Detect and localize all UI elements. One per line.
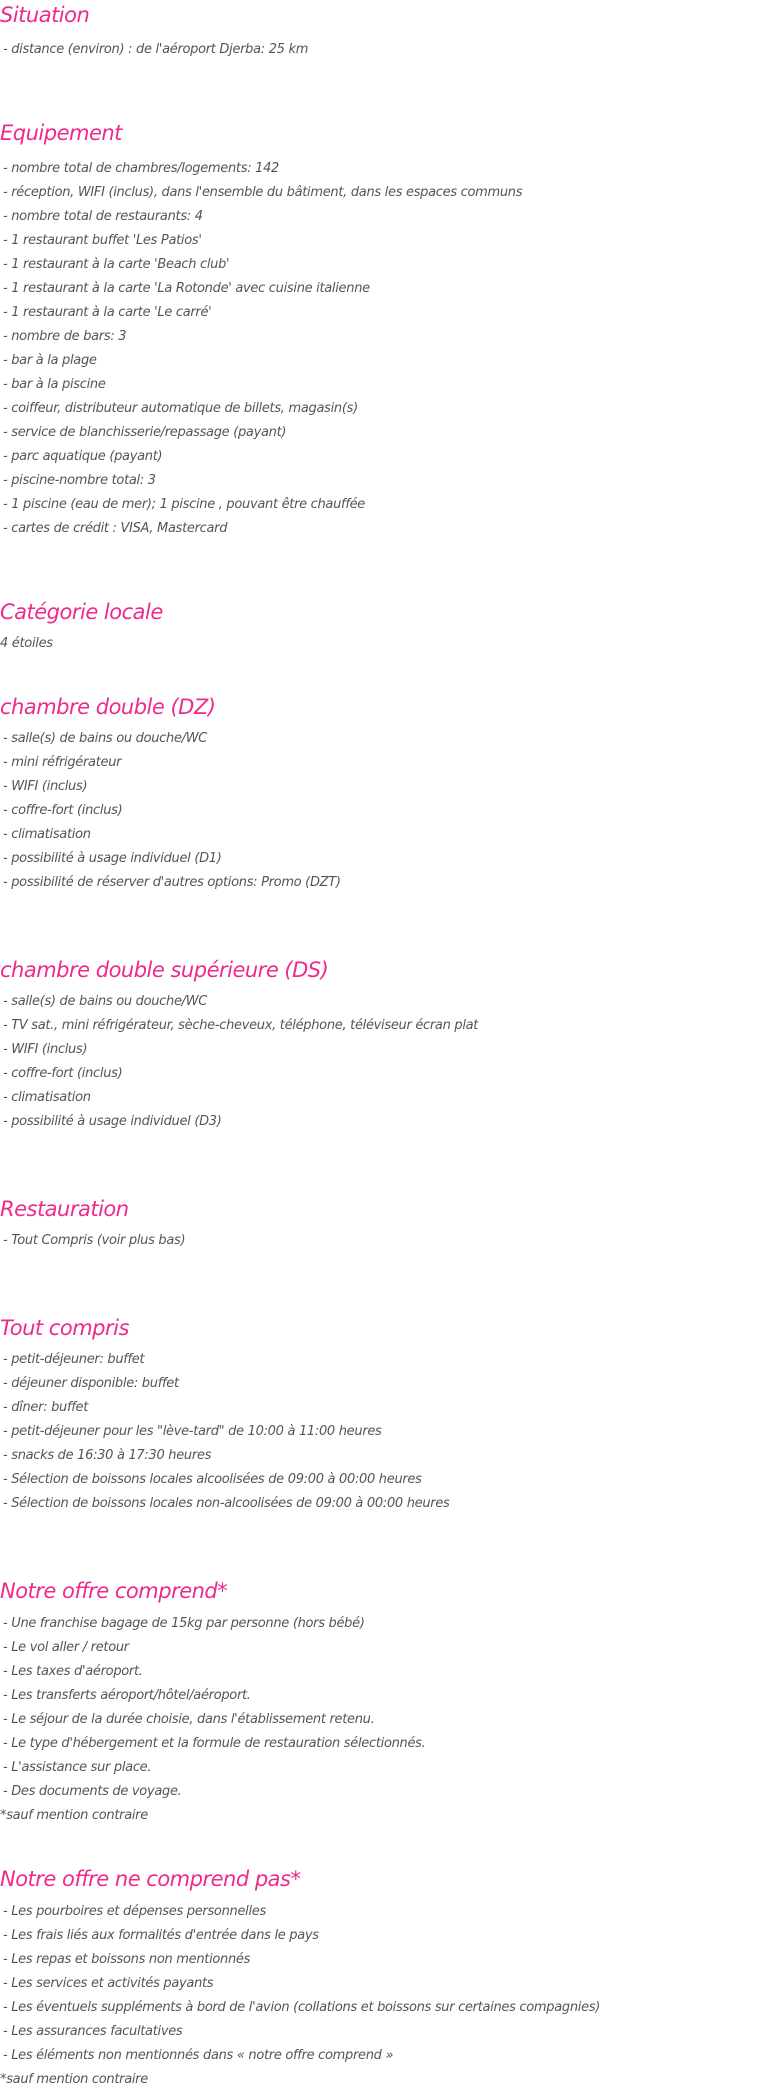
- section-title: Equipement: [0, 121, 122, 145]
- list-item: - 1 restaurant à la carte 'Le carré': [3, 305, 212, 320]
- section-title: Restauration: [0, 1197, 129, 1221]
- list-item: - cartes de crédit : VISA, Mastercard: [3, 521, 228, 536]
- list-item: - Une franchise bagage de 15kg par personne (hors bébé): [3, 1616, 365, 1631]
- list-item: - Les transferts aéroport/hôtel/aéroport.: [3, 1688, 251, 1703]
- list-item: - salle(s) de bains ou douche/WC: [3, 994, 208, 1009]
- section-chambre-double-superieure: [0, 955, 758, 1134]
- list-item: - possibilité à usage individuel (D3): [3, 1114, 222, 1129]
- list-item: - salle(s) de bains ou douche/WC: [3, 731, 208, 746]
- list-item: - déjeuner disponible: buffet: [3, 1376, 179, 1391]
- list-item: - TV sat., mini réfrigérateur, sèche-cheveux, téléphone, téléviseur écran plat: [3, 1018, 479, 1033]
- section-title: Tout compris: [0, 1316, 129, 1340]
- list-item: - Les éventuels suppléments à bord de l'avion (collations et boissons sur certaines compagnies): [3, 2000, 601, 2015]
- list-item: - petit-déjeuner pour les "lève-tard" de 10:00 à 11:00 heures: [3, 1424, 382, 1439]
- list-item: - L'assistance sur place.: [3, 1760, 152, 1775]
- section-title: chambre double (DZ): [0, 695, 216, 719]
- list-item: - Le vol aller / retour: [3, 1640, 129, 1655]
- section-list: [0, 157, 758, 541]
- list-item: - petit-déjeuner: buffet: [3, 1352, 145, 1367]
- list-item: - nombre total de restaurants: 4: [3, 209, 203, 224]
- section-situation: [0, 0, 758, 62]
- list-item: - Les éléments non mentionnés dans « notre offre comprend »: [3, 2048, 394, 2063]
- list-item: - Les services et activités payants: [3, 1976, 214, 1991]
- section-title: Notre offre comprend*: [0, 1579, 228, 1603]
- section-title: Notre offre ne comprend pas*: [0, 1867, 301, 1891]
- list-item: - dîner: buffet: [3, 1400, 89, 1415]
- list-item: - 1 restaurant buffet 'Les Patios': [3, 233, 202, 248]
- section-tout-compris: [0, 1313, 758, 1516]
- list-item: 4 étoiles: [0, 636, 53, 651]
- list-item: - coiffeur, distributeur automatique de billets, magasin(s): [3, 401, 358, 416]
- section-equipement: [0, 118, 758, 541]
- list-item: - Le type d'hébergement et la formule de restauration sélectionnés.: [3, 1736, 426, 1751]
- footnote: *sauf mention contraire: [0, 2072, 148, 2087]
- list-item: - Tout Compris (voir plus bas): [3, 1233, 186, 1248]
- list-item: - Sélection de boissons locales non-alcoolisées de 09:00 à 00:00 heures: [3, 1496, 450, 1511]
- list-item: - possibilité à usage individuel (D1): [3, 851, 222, 866]
- list-item: - réception, WIFI (inclus), dans l'ensemble du bâtiment, dans les espaces communs: [3, 185, 523, 200]
- section-title: Situation: [0, 3, 90, 27]
- section-list: [0, 1348, 758, 1516]
- list-item: - parc aquatique (payant): [3, 449, 163, 464]
- section-list: [0, 1612, 758, 1828]
- section-chambre-double: [0, 692, 758, 895]
- list-item: - service de blanchisserie/repassage (payant): [3, 425, 287, 440]
- list-item: - WIFI (inclus): [3, 779, 88, 794]
- list-item: - Les assurances facultatives: [3, 2024, 183, 2039]
- list-item: - nombre total de chambres/logements: 142: [3, 161, 280, 176]
- list-item: - bar à la plage: [3, 353, 97, 368]
- list-item: - Les frais liés aux formalités d'entrée dans le pays: [3, 1928, 319, 1943]
- list-item: - 1 restaurant à la carte 'La Rotonde' avec cuisine italienne: [3, 281, 370, 296]
- list-item: - nombre de bars: 3: [3, 329, 127, 344]
- list-item: - 1 restaurant à la carte 'Beach club': [3, 257, 230, 272]
- section-list: [0, 727, 758, 895]
- list-item: - Les pourboires et dépenses personnelles: [3, 1904, 266, 1919]
- section-list: [0, 38, 758, 62]
- list-item: - coffre-fort (inclus): [3, 803, 123, 818]
- list-item: - Sélection de boissons locales alcoolisées de 09:00 à 00:00 heures: [3, 1472, 422, 1487]
- list-item: - climatisation: [3, 827, 91, 842]
- list-item: - snacks de 16:30 à 17:30 heures: [3, 1448, 212, 1463]
- section-restauration: [0, 1194, 758, 1253]
- list-item: - coffre-fort (inclus): [3, 1066, 123, 1081]
- section-list: [0, 990, 758, 1134]
- list-item: - Des documents de voyage.: [3, 1784, 182, 1799]
- list-item: - Les repas et boissons non mentionnés: [3, 1952, 251, 1967]
- list-item: - Les taxes d'aéroport.: [3, 1664, 143, 1679]
- section-title: chambre double supérieure (DS): [0, 958, 329, 982]
- list-item: - bar à la piscine: [3, 377, 106, 392]
- section-list: [0, 632, 758, 656]
- section-offre-comprend: [0, 1576, 758, 1828]
- list-item: - 1 piscine (eau de mer); 1 piscine , pouvant être chauffée: [3, 497, 365, 512]
- list-item: - mini réfrigérateur: [3, 755, 122, 770]
- footnote: *sauf mention contraire: [0, 1808, 148, 1823]
- list-item: - climatisation: [3, 1090, 91, 1105]
- list-item: - possibilité de réserver d'autres options: Promo (DZT): [3, 875, 341, 890]
- list-item: - WIFI (inclus): [3, 1042, 88, 1057]
- section-offre-ne-comprend-pas: [0, 1864, 758, 2092]
- list-item: - Le séjour de la durée choisie, dans l'établissement retenu.: [3, 1712, 375, 1727]
- list-item: - piscine-nombre total: 3: [3, 473, 156, 488]
- section-list: [0, 1229, 758, 1253]
- section-title: Catégorie locale: [0, 600, 163, 624]
- section-categorie-locale: [0, 597, 758, 656]
- section-list: [0, 1900, 758, 2092]
- list-item: - distance (environ) : de l'aéroport Djerba: 25 km: [3, 42, 309, 57]
